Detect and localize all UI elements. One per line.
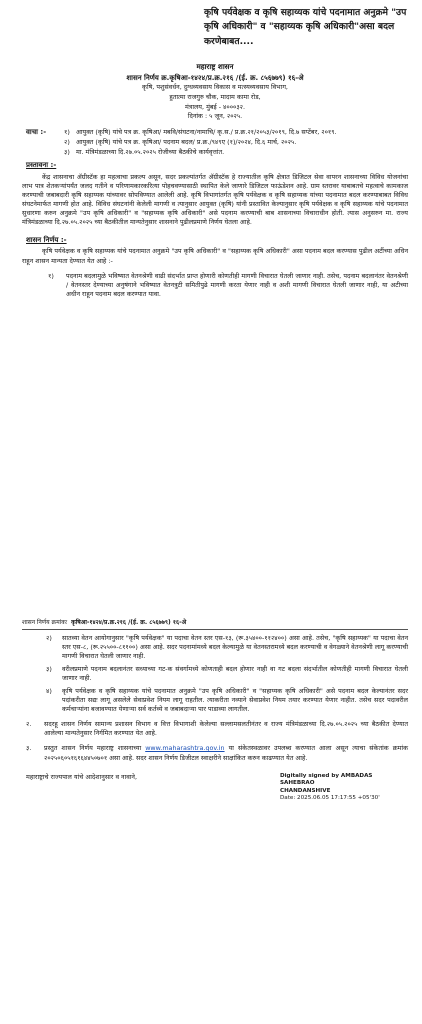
reference-text: आयुक्त (कृषि) यांचे पत्र क्र. कृषिआ/ मबवि/संघटना/नामाचि/ कृ.स./ प्र.क्र.२१/२०५३/२०१९, दि.७ सप्टेंबर, २०१९. [76,127,337,136]
reference-text: मा. मंत्रिमंडळाच्या दि.२७.०५.२०२५ रोजीच्या बैठकीचे कार्यवृत्तांत. [76,147,225,156]
signature-row [22,773,408,803]
preamble-heading: प्रस्तावना :- [26,161,57,170]
document-header [22,62,408,122]
main-paragraph-number: ३. [26,744,32,753]
website-link[interactable]: www.maharashtra.gov.in [145,744,225,753]
address-line: हुतात्मा राजगुरु चौक, मादाम कामा रोड, [169,92,261,101]
preamble-text: केंद्र शासनाचा ॲग्रीस्टॅक हा महत्वाचा प्रकल्प असून, सदर प्रकल्पांतर्गत ॲग्रीस्टॅक हे राज्यातील कृषि क्षेत्रात डिजिटल सेवा वापरन शासनाच्या विविध योजनांचा लाभ पात्र शेतकऱ्यांपर्यंत जलद गतीने व परिणामकारकरित्या पोहचवण्यासाठी स्थापित केले जाणारे डिजिटल फाऊंडेशन आहे. ग्राम स्तरावर याबाबतचे महत्वाचे कामकाज करण्याची जबाबदारी कृषि सहाय्यक यांच्यावर सोपविण्यात आलेली आहे. कृषि विभागांतर्गत कृषि पर्यवेक्षक व कृषि सहाय्यक यांच्या पदनामात बदल करण्याबाबत विविध संघटनेमार्फत मागणी होत आहे. विविध संघटनांनी केलेली मागणी व त्यानुसार आयुक्त (कृषि) यांनी प्रस्तावित केल्यानुसार कृषि पर्यवेक्षक व कृषि सहाय्यक यांचे पदनामात सुधारणा करुन अनुक्रमे "उप कृषि अधिकारी" व "सहाय्यक कृषि अधिकारी" असे पदनाम करण्याची बाब शासनाच्या विचाराधीन होती. त्यास अनुसरुन मा. राज्य मंत्रिमंडळाच्या दि.२७.०५.२०२५ च्या बैठकीतील मान्यतेनुसार शासनाने पुढीलप्रमाणे निर्णय घेतला आहे. [22,172,408,227]
main-paragraph [22,744,408,762]
references-section [22,128,408,158]
decision-item-text: पदनाम बदलामुळे भविष्यात वेतनश्रेणी वाढी संदर्भात प्राप्त होणारी कोणतीही मागणी विचारात घेतली जाणार नाही. तसेच, पदनाम बदलानंतर वेतनश्रेणी / वेतनस्तर देण्याच्या अनुषंगाने भविष्यात वेतनत्रुटी समितीपुढे मागणी करता येणार नाही व अशी मागणी विचारात घेतली जाणार नाही, या अटीच्या अधीन राहून पदनाम बदल करण्यात यावा. [66,271,408,298]
condition-item [22,634,408,661]
reference-number: १) [64,127,70,136]
condition-item [22,665,408,683]
decision-intro: कृषि पर्यवेक्षक व कृषि सहाय्यक यांचे पदनामात अनुक्रमे "उप कृषि अधिकारी" व "सहाय्यक कृषि अधिकारी" असा पदनाम बदल करण्यास पुढील अटींच्या अधिन राहून शासन मान्यता देण्यात येत आहे :- [22,247,408,265]
website-text-after: या संकेतस्थळावर उपलब्ध करण्यात आला असून त्याचा संकेतांक क्रमांक २०२५०६०५१६१६४४५०७०१ असा आहे. सदर शासन निर्णय डिजीटल स्वाक्षरीने साक्षांकित करुन काढण्यात येत आहे. [44,744,408,762]
reference-number: २) [64,137,70,146]
reference-item [64,148,408,157]
reference-number: ३) [64,147,70,156]
condition-text: सातव्या वेतन आयोगानुसार "कृषि पर्यवेक्षक" या पदाचा वेतन स्तर एस-१३, (रू.३५४००-११२४००) असा आहे. तसेच, "कृषि सहाय्यक" या पदाचा वेतन स्तर एस-८, (रू.२५५००-८११००) असा आहे. सदर पदनामांमध्ये बदल केल्यामुळे या वेतनस्तरामध्ये बदल करण्याची व वेगळ्याने वेतनश्रेणी लागू करण्याची मागणी विचारात घेतली जाणार नाही. [62,633,408,660]
department-name: कृषि, पशुसंवर्धन, दुग्धव्यवसाय विकास व मत्स्यव्यवसाय विभाग, [142,83,288,92]
gr-number: शासन निर्णय क्र.कृषिआ-१४२४/प्र.क्र.२१६ /(ई. क्र. ८५६७७९) १६-अे [126,73,304,82]
condition-text: वरीलप्रमाणे पदनाम बदलानंतर सध्याच्या गट-क संवर्गामध्ये कोणताही बदल होणार नाही वा गट बदला संदर्भातील कोणतीही मागणी विचारात घेतली जाणार नाही. [62,664,408,682]
document-page-2 [22,619,408,1021]
page2-header-value: कृषिआ-१४२४/प्र.क्र.२१६ /(ई. क्र. ८५६७७९) १६-अे [71,619,187,626]
decision-heading: शासन निर्णय :- [26,235,67,244]
signature-line: Digitally signed by AMBADAS SAHEBRAO [280,772,373,787]
main-paragraph-text: सदरहू शासन निर्णय सामान्य प्रशासन विभाग व वित्त विभागाशी केलेल्या सल्लामसलतीनंतर व राज्य मंत्रिमंडळाच्या दि.२७.०५.२०२५ च्या बैठकीत देण्यात आलेल्या मान्यतेनुसार निर्गमित करण्यात येत आहे. [44,720,408,738]
signature-name: CHANDANSHIVE [280,787,331,794]
governor-order-text: महाराष्ट्राचे राज्यपाल यांचे आदेशानुसार व नावाने, [26,772,138,781]
reference-text: आयुक्त (कृषि) यांचे पत्र क्र. कृषिआ/ पदनाम बदल/ प्र.क्र./९४९ए (१)/२०२४, दि.६ मार्च, २०२५. [76,137,297,146]
decision-item [22,272,408,299]
references-label: वाचा :- [26,127,47,136]
reference-item [64,128,408,137]
document-date: दिनांक : ५ जून, २०२५. [187,112,243,121]
caption-title: कृषि पर्यवेक्षक व कृषि सहाय्यक यांचे पदनामात अनुक्रमे "उप कृषि अधिकारी" व "सहाय्यक कृषि अधिकारी"असा बदल करणेबाबत.... [204,7,407,47]
condition-text: कृषि पर्यवेक्षक व कृषि सहाय्यक यांचे पदनामात अनुक्रमे "उप कृषि अधिकारी" व "सहाय्यक कृषि अधिकारी" असे पदनाम बदल केल्यानंतर सदर पदांकरीता सद्यः लागू असलेले सेवाप्रवेश नियम लागू राहतील. त्याकरीता नव्याने सेवाप्रवेश नियम तयार करण्यात येणार नाहीत. तसेच सदर पदावरील कर्मचाऱ्यांना बजावण्यात येणाऱ्या सर्व कर्तव्ये व जबाबदाऱ्या पार पाडाव्या लागतील. [62,686,408,714]
page-gap [0,588,422,618]
reference-item [64,138,408,147]
digital-signature [280,773,408,803]
website-text-before: प्रस्तुत शासन निर्णय महाराष्ट्र शासनाच्या [44,744,142,753]
page2-header-label: शासन निर्णय क्रमांकः [22,619,68,626]
signature-date: Date: 2025.06.05 17:17:55 +05'30' [280,795,380,802]
city-line: मंत्रालय, मुंबई - ४०००३२. [184,102,246,111]
page2-header [22,619,408,630]
government-title: महाराष्ट्र शासन [196,62,234,71]
main-paragraph-text [44,744,408,762]
document-page-1 [22,62,408,586]
main-paragraph-number: २. [26,720,32,729]
condition-number: ३) [46,664,52,673]
decision-item-number: १) [48,271,54,280]
main-paragraph [22,720,408,738]
condition-item [22,687,408,714]
condition-number: २) [46,633,52,642]
references-list [64,128,408,158]
condition-number: ४) [46,686,52,695]
